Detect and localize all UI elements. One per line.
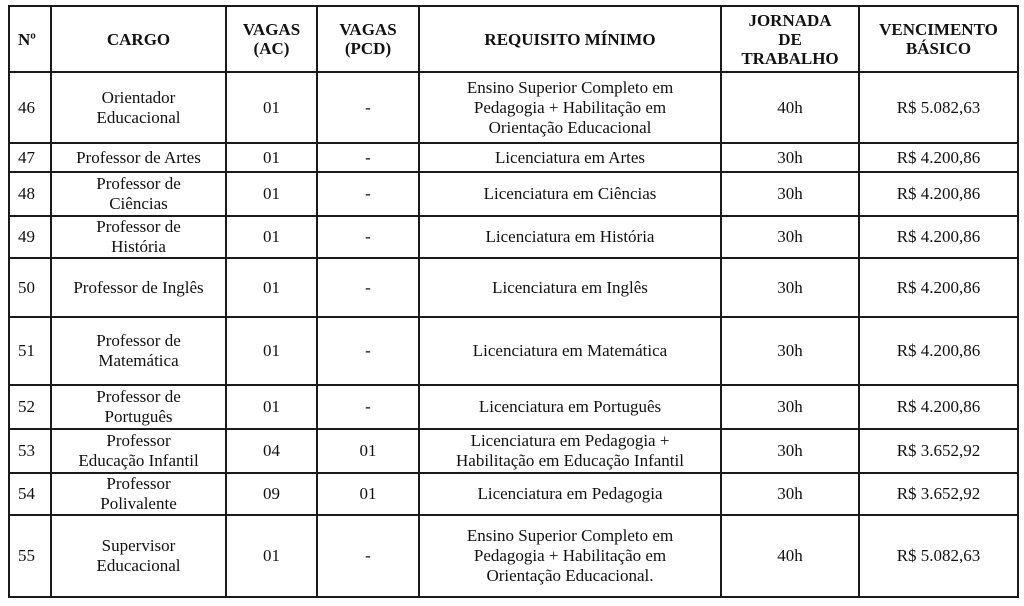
cell-requisito — [419, 143, 721, 172]
cell-num — [9, 216, 51, 258]
cell-vagas-pcd — [317, 172, 419, 216]
cell-vagas-pcd-value: 01 — [359, 484, 377, 503]
cell-vencimento-value: R$ 3.652,92 — [896, 441, 981, 460]
cell-vagas-ac — [226, 429, 317, 473]
cell-vagas-pcd — [317, 72, 419, 143]
cell-requisito — [419, 429, 721, 473]
cell-vencimento — [859, 216, 1018, 258]
cell-vagas-pcd-value: - — [365, 227, 371, 246]
cell-cargo-line: Supervisor — [101, 536, 176, 555]
cell-cargo — [51, 172, 226, 216]
table-row — [9, 473, 1018, 515]
cell-requisito-line: Licenciatura em Pedagogia + — [470, 431, 670, 450]
cell-vagas-pcd-value: - — [365, 277, 371, 297]
cell-requisito — [419, 172, 721, 216]
cell-cargo-line: Educacional — [96, 556, 181, 575]
cell-num — [9, 473, 51, 515]
cell-vagas-ac-value: 01 — [263, 397, 280, 416]
cell-vencimento-value: R$ 5.082,63 — [896, 97, 981, 117]
cell-num — [9, 143, 51, 172]
cell-requisito-line: Pedagogia + Habilitação em — [473, 546, 667, 565]
cell-num — [9, 317, 51, 385]
cell-vencimento-value: R$ 4.200,86 — [896, 147, 981, 167]
header-num-label: Nº — [18, 29, 36, 49]
cell-num — [9, 72, 51, 143]
cell-vagas-pcd — [317, 385, 419, 429]
table-body — [9, 72, 1018, 597]
cell-num-value: 50 — [18, 277, 35, 297]
cell-vagas-ac-value: 09 — [263, 484, 280, 503]
cell-jornada — [721, 143, 859, 172]
cell-vagas-pcd — [317, 473, 419, 515]
cell-jornada-value: 30h — [777, 277, 803, 297]
cell-vagas-pcd — [317, 143, 419, 172]
cell-requisito — [419, 317, 721, 385]
cell-vagas-ac — [226, 515, 317, 597]
cell-vencimento — [859, 515, 1018, 597]
cell-cargo — [51, 143, 226, 172]
cell-vagas-ac-value: 01 — [263, 546, 280, 565]
header-vagas-ac-line2: (AC) — [253, 39, 290, 58]
table-row — [9, 317, 1018, 385]
cell-vencimento-value: R$ 4.200,86 — [896, 277, 981, 297]
cell-num-value: 52 — [18, 397, 35, 416]
cell-vencimento — [859, 385, 1018, 429]
table-row — [9, 216, 1018, 258]
cell-vencimento — [859, 72, 1018, 143]
cell-cargo — [51, 258, 226, 317]
cell-cargo-line: Educacional — [96, 107, 181, 127]
cell-num-value: 47 — [18, 147, 35, 167]
header-cargo — [51, 6, 226, 72]
cell-jornada — [721, 216, 859, 258]
cell-num-value: 53 — [18, 441, 35, 460]
cell-vagas-ac-value: 01 — [263, 97, 280, 117]
cell-num-value: 46 — [18, 97, 35, 117]
cell-jornada — [721, 258, 859, 317]
cell-jornada-value: 30h — [777, 397, 803, 416]
header-vagas-ac — [226, 6, 317, 72]
cell-vencimento-value: R$ 3.652,92 — [896, 484, 981, 503]
cell-requisito — [419, 385, 721, 429]
cell-requisito-line: Licenciatura em História — [485, 227, 655, 246]
cell-jornada-value: 30h — [777, 484, 803, 503]
cell-requisito — [419, 258, 721, 317]
header-jornada — [721, 6, 859, 72]
header-vagas-pcd-line2: (PCD) — [344, 39, 392, 58]
cell-vagas-ac-value: 01 — [263, 341, 280, 360]
cell-cargo-line: Professor de — [96, 217, 181, 236]
cell-num-value: 48 — [18, 184, 35, 203]
cell-vagas-ac — [226, 143, 317, 172]
cell-vencimento-value: R$ 4.200,86 — [896, 184, 981, 203]
cell-requisito-line: Orientação Educacional. — [486, 566, 654, 585]
cell-vagas-ac — [226, 473, 317, 515]
cell-requisito-line: Orientação Educacional — [488, 117, 652, 137]
cell-cargo-line: Professor de — [96, 331, 181, 350]
cell-num — [9, 172, 51, 216]
table-row — [9, 172, 1018, 216]
header-cargo-label: CARGO — [106, 29, 171, 49]
cell-vencimento — [859, 317, 1018, 385]
cell-vagas-pcd-value: 01 — [359, 441, 377, 460]
header-vagas-ac-line1: VAGAS — [242, 20, 301, 39]
cell-vagas-pcd — [317, 216, 419, 258]
header-num — [9, 6, 51, 72]
cell-vagas-pcd — [317, 515, 419, 597]
cell-vagas-pcd-value: - — [365, 147, 371, 167]
cell-num — [9, 515, 51, 597]
cell-jornada-value: 30h — [777, 184, 803, 203]
cell-jornada-value: 30h — [777, 147, 803, 167]
cell-cargo-line: Professor de — [96, 387, 181, 406]
cell-num-value: 54 — [18, 484, 35, 503]
cell-vagas-pcd-value: - — [365, 341, 371, 360]
cell-cargo-line: Professor de — [96, 174, 181, 193]
cell-vencimento — [859, 143, 1018, 172]
cell-requisito-line: Licenciatura em Inglês — [492, 277, 648, 297]
cell-vagas-pcd — [317, 429, 419, 473]
header-vagas-pcd — [317, 6, 419, 72]
cell-vagas-pcd — [317, 317, 419, 385]
cell-cargo-line: Ciências — [109, 194, 168, 213]
cell-cargo — [51, 473, 226, 515]
cell-cargo — [51, 515, 226, 597]
cell-cargo-line: História — [111, 237, 166, 256]
cell-cargo-line: Matemática — [98, 351, 179, 370]
cell-vagas-ac — [226, 216, 317, 258]
cell-cargo-line: Professor — [106, 474, 171, 493]
cell-jornada-value: 30h — [777, 341, 803, 360]
cell-vencimento-value: R$ 4.200,86 — [896, 227, 981, 246]
header-row — [9, 6, 1018, 72]
cell-vagas-ac-value: 01 — [263, 184, 280, 203]
header-requisito — [419, 6, 721, 72]
table-row — [9, 515, 1018, 597]
cell-vagas-pcd — [317, 258, 419, 317]
cell-jornada-value: 30h — [777, 227, 803, 246]
cell-num-value: 49 — [18, 227, 35, 246]
cell-vencimento — [859, 473, 1018, 515]
cell-num — [9, 258, 51, 317]
cell-vencimento — [859, 258, 1018, 317]
cell-requisito-line: Licenciatura em Ciências — [483, 184, 657, 203]
cell-requisito — [419, 515, 721, 597]
cell-cargo-line: Português — [104, 407, 173, 426]
cell-jornada — [721, 72, 859, 143]
cell-vagas-pcd-value: - — [365, 97, 371, 117]
header-requisito-label: REQUISITO MÍNIMO — [484, 29, 656, 49]
header-vencimento — [859, 6, 1018, 72]
header-jornada-line1: JORNADA — [748, 10, 832, 30]
cell-num — [9, 429, 51, 473]
header-jornada-line2: DE — [778, 29, 802, 49]
cell-num-value: 51 — [18, 341, 35, 360]
table-row — [9, 429, 1018, 473]
cell-requisito-line: Pedagogia + Habilitação em — [473, 97, 667, 117]
cell-jornada — [721, 515, 859, 597]
cell-cargo — [51, 72, 226, 143]
cell-jornada-value: 30h — [777, 441, 803, 460]
cell-requisito-line: Licenciatura em Matemática — [472, 341, 668, 360]
header-vagas-pcd-line1: VAGAS — [339, 20, 397, 39]
table-row — [9, 72, 1018, 143]
cell-vencimento-value: R$ 4.200,86 — [896, 341, 981, 360]
table-row — [9, 385, 1018, 429]
cell-requisito-line: Licenciatura em Pedagogia — [477, 484, 663, 503]
cell-vagas-ac — [226, 172, 317, 216]
cell-cargo — [51, 216, 226, 258]
cell-cargo-line: Orientador — [101, 87, 176, 107]
cell-vagas-ac-value: 01 — [263, 147, 280, 167]
cell-requisito-line: Licenciatura em Português — [478, 397, 662, 416]
table-row — [9, 143, 1018, 172]
cell-cargo — [51, 385, 226, 429]
cell-vagas-ac-value: 01 — [263, 227, 280, 246]
cell-vagas-pcd-value: - — [365, 397, 371, 416]
cell-jornada — [721, 473, 859, 515]
cell-num — [9, 385, 51, 429]
cell-requisito-line: Ensino Superior Completo em — [466, 77, 674, 97]
vacancies-table — [8, 5, 1019, 598]
cell-cargo-line: Professor de Artes — [76, 147, 201, 167]
cell-vencimento-value: R$ 4.200,86 — [896, 397, 981, 416]
cell-cargo-line: Professor — [106, 431, 171, 450]
table-row — [9, 258, 1018, 317]
cell-requisito — [419, 216, 721, 258]
cell-vagas-ac — [226, 317, 317, 385]
cell-jornada — [721, 317, 859, 385]
cell-vagas-pcd-value: - — [365, 546, 371, 565]
cell-jornada — [721, 172, 859, 216]
cell-cargo-line: Professor de Inglês — [73, 277, 204, 297]
cell-jornada-value: 40h — [777, 97, 803, 117]
cell-vencimento — [859, 172, 1018, 216]
cell-requisito — [419, 473, 721, 515]
cell-num-value: 55 — [18, 546, 35, 565]
cell-cargo-line: Polivalente — [100, 494, 177, 513]
cell-requisito-line: Habilitação em Educação Infantil — [456, 451, 684, 470]
header-vencimento-line2: BÁSICO — [905, 39, 972, 58]
cell-vagas-ac-value: 04 — [263, 441, 280, 460]
cell-vagas-ac — [226, 385, 317, 429]
cell-jornada — [721, 385, 859, 429]
cell-requisito — [419, 72, 721, 143]
header-vencimento-line1: VENCIMENTO — [879, 20, 998, 39]
header-jornada-line3: TRABALHO — [741, 48, 839, 68]
cell-requisito-line: Licenciatura em Artes — [494, 147, 646, 167]
cell-cargo — [51, 317, 226, 385]
cell-jornada — [721, 429, 859, 473]
cell-vagas-ac — [226, 258, 317, 317]
cell-vagas-ac — [226, 72, 317, 143]
cell-vencimento-value: R$ 5.082,63 — [896, 546, 981, 565]
cell-vagas-pcd-value: - — [365, 184, 371, 203]
cell-cargo — [51, 429, 226, 473]
cell-vencimento — [859, 429, 1018, 473]
cell-jornada-value: 40h — [777, 546, 803, 565]
cell-requisito-line: Ensino Superior Completo em — [466, 526, 674, 545]
cell-cargo-line: Educação Infantil — [78, 451, 199, 470]
cell-vagas-ac-value: 01 — [263, 277, 280, 297]
